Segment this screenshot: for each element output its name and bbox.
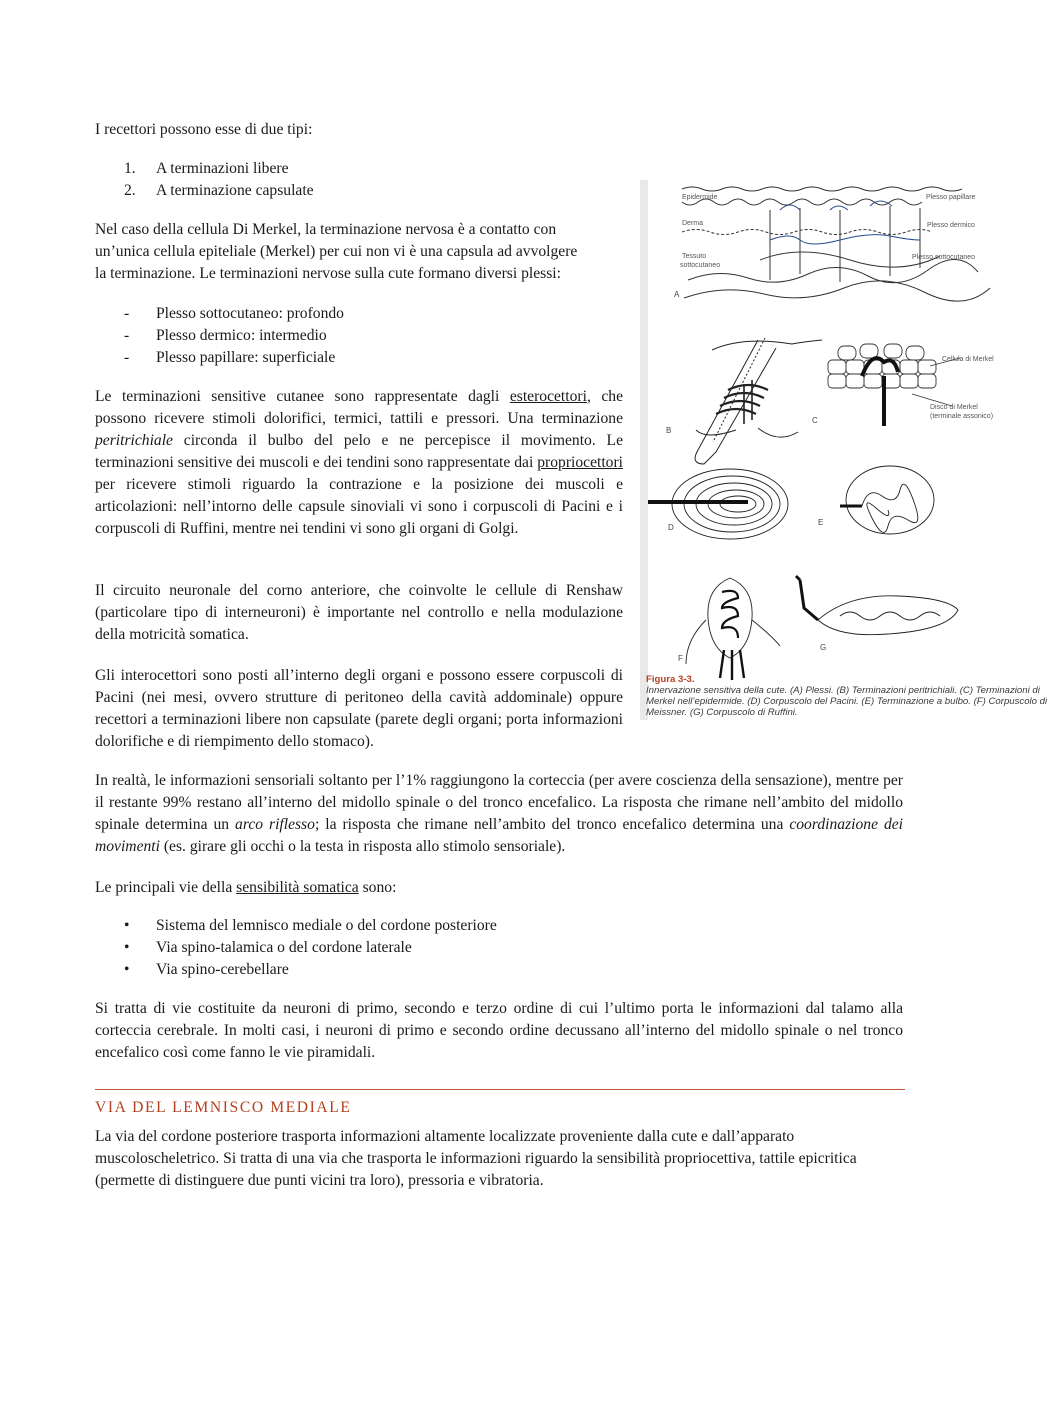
caption-line: Merkel nell’epidermide. (D) Corpuscolo del Pacini. (E) Terminazione a bulbo. (F) Corpuscolo di	[646, 696, 1047, 707]
letter-d: D	[668, 523, 674, 532]
paragraph-line: un’unica cellula epiteliale (Merkel) per cui non vi è una capsula ad avvolgere	[95, 243, 578, 260]
letter-b: B	[666, 426, 672, 435]
sensory-info-paragraph	[95, 770, 903, 858]
letter-f: F	[678, 654, 683, 663]
term-arco-riflesso: arco riflesso	[235, 816, 315, 833]
bullet: •	[124, 961, 130, 978]
list-marker: 1.	[124, 160, 136, 177]
letter-g: G	[820, 643, 827, 652]
list-item-text: Plesso dermico: intermedio	[156, 327, 327, 344]
list-marker: -	[124, 305, 130, 322]
list-item-text: Via spino-cerebellare	[156, 961, 289, 978]
label-sottocutaneo: sottocutaneo	[680, 262, 721, 269]
bullet: •	[124, 917, 130, 934]
text-run: per ricevere stimoli riguardo la contrazione e la posizione dei muscoli e articolazioni: nell’intorno delle capsule sinoviali vi sono i corpuscoli di Pacini e i corpuscoli di Ruffini, mentre nei tendini vi sono gli organi di Golgi.	[95, 476, 623, 537]
caption-line: Meissner. (G) Corpuscolo di Ruffini.	[646, 707, 798, 718]
circuit-paragraph: Il circuito neuronale del corno anteriore, che coinvolte le cellule di Renshaw (particolare tipo di interneuroni) è importante nel controllo e nella modulazione della motricità somatica.	[95, 582, 623, 643]
label-epidermide: Epidermide	[682, 194, 718, 201]
text-run: sono:	[358, 879, 397, 896]
paragraph-line: Nel caso della cellula Di Merkel, la terminazione nervosa è a contatto con	[95, 221, 557, 238]
term-coordinazione: coordinazione dei movimenti	[95, 816, 904, 855]
label-disco-merkel: Disco di Merkel	[930, 404, 978, 411]
text-run: , che possono ricevere stimoli dolorifici, termici, tattili e pressori. Una terminazione	[95, 388, 623, 427]
list-marker: -	[124, 349, 130, 366]
list-item-text: Plesso papillare: superficiale	[156, 349, 336, 366]
interoceptor-paragraph: Gli interocettori sono posti all’interno degli organi e possono essere corpuscoli di Pacini (nei mesi, ovvero strutture di peritoneo della cavità addominale) oppure recettori a terminazioni libere non capsulate (parete degli organi; porta informazioni dolorifiche e di riempimento dello stomaco).	[95, 667, 623, 750]
merkel-paragraph	[95, 219, 625, 285]
text-run: (es. girare gli occhi o la testa in risposta allo stimolo sensoriale).	[159, 838, 566, 855]
label-plesso-sottocutaneo: Plesso sottocutaneo	[912, 254, 976, 261]
term-propriocettori: propriocettori	[537, 454, 623, 471]
section-heading: VIA DEL LEMNISCO MEDIALE	[95, 1099, 352, 1116]
text-run: circonda il bulbo del pelo e ne percepisce il movimento. Le terminazioni sensitive dei muscoli e dei tendini sono rappresentate dai	[95, 432, 623, 471]
label-plesso-papillare: Plesso papillare	[926, 194, 976, 201]
text-run: In realtà, le informazioni sensoriali soltanto per l’1% raggiungono la corteccia (per avere coscienza della sensazione), mentre per il restante 99% restano all’interno del midollo spinale o del tronco encefalico. La risposta che rimane nell’ambito del midollo spinale determina un	[95, 772, 903, 833]
text-run: Le principali vie della	[95, 879, 237, 896]
list-item-text: A terminazione capsulate	[156, 182, 314, 199]
text-run: ; la risposta che rimane nell’ambito del tronco encefalico determina una	[314, 816, 790, 833]
list-item-text: Plesso sottocutaneo: profondo	[156, 305, 344, 322]
pathways-intro	[95, 877, 396, 899]
lemniscus-paragraph: La via del cordone posteriore trasporta informazioni altamente localizzate proveniente dalla cute e dall’apparato muscoloscheletrico. Si tratta di una via che trasporta le informazioni riguardo la sensibilità propriocettiva, tattile epicritica (permette di distinguere due punti vicini tra loro), pressoria e vibratoria.	[95, 1128, 857, 1189]
paragraph-line: la terminazione. Le terminazioni nervose sulla cute formano diversi plessi:	[95, 265, 561, 282]
text-run: Le terminazioni sensitive cutanee sono rappresentate dagli	[95, 388, 510, 405]
caption-line: Innervazione sensitiva della cute. (A) Plessi. (B) Terminazioni peritrichiali. (C) Terminazioni di	[646, 685, 1040, 696]
label-terminale-assonico: (terminale assonico)	[930, 413, 994, 420]
figure-title: Figura 3-3.	[646, 674, 695, 685]
term-sensibilita-somatica: sensibilità somatica	[236, 879, 359, 896]
list-marker: -	[124, 327, 130, 344]
letter-c: C	[812, 416, 818, 425]
term-esterocettori: esterocettori	[509, 388, 587, 405]
receptor-paragraph	[95, 386, 623, 540]
list-item-text: Via spino-talamica o del cordone laterale	[156, 939, 412, 956]
neurons-paragraph: Si tratta di vie costituite da neuroni di primo, secondo e terzo ordine di cui l’ultimo porta le informazioni dal talamo alla corteccia cerebrale. In molti casi, i neuroni di primo e secondo ordine decussano all’interno del midollo spinale o nel tronco encefalico così come fanno le vie piramidali.	[95, 1000, 903, 1061]
intro-text: I recettori possono esse di due tipi:	[95, 121, 313, 138]
label-tessuto: Tessuto	[682, 253, 707, 260]
innervation-figure	[640, 180, 1047, 720]
letter-e: E	[818, 518, 824, 527]
bullet: •	[124, 939, 130, 956]
letter-a: A	[674, 290, 680, 299]
list-marker: 2.	[124, 182, 136, 199]
section-divider	[95, 1089, 905, 1090]
list-item-text: Sistema del lemnisco mediale o del cordone posteriore	[156, 917, 497, 934]
skin-innervation-illustration	[640, 180, 995, 720]
label-plesso-dermico: Plesso dermico	[927, 222, 975, 229]
term-peritrichiale: peritrichiale	[95, 432, 173, 449]
list-item-text: A terminazioni libere	[156, 160, 289, 177]
label-cellula-merkel: Cellula di Merkel	[942, 356, 994, 363]
label-derma: Derma	[682, 220, 704, 227]
